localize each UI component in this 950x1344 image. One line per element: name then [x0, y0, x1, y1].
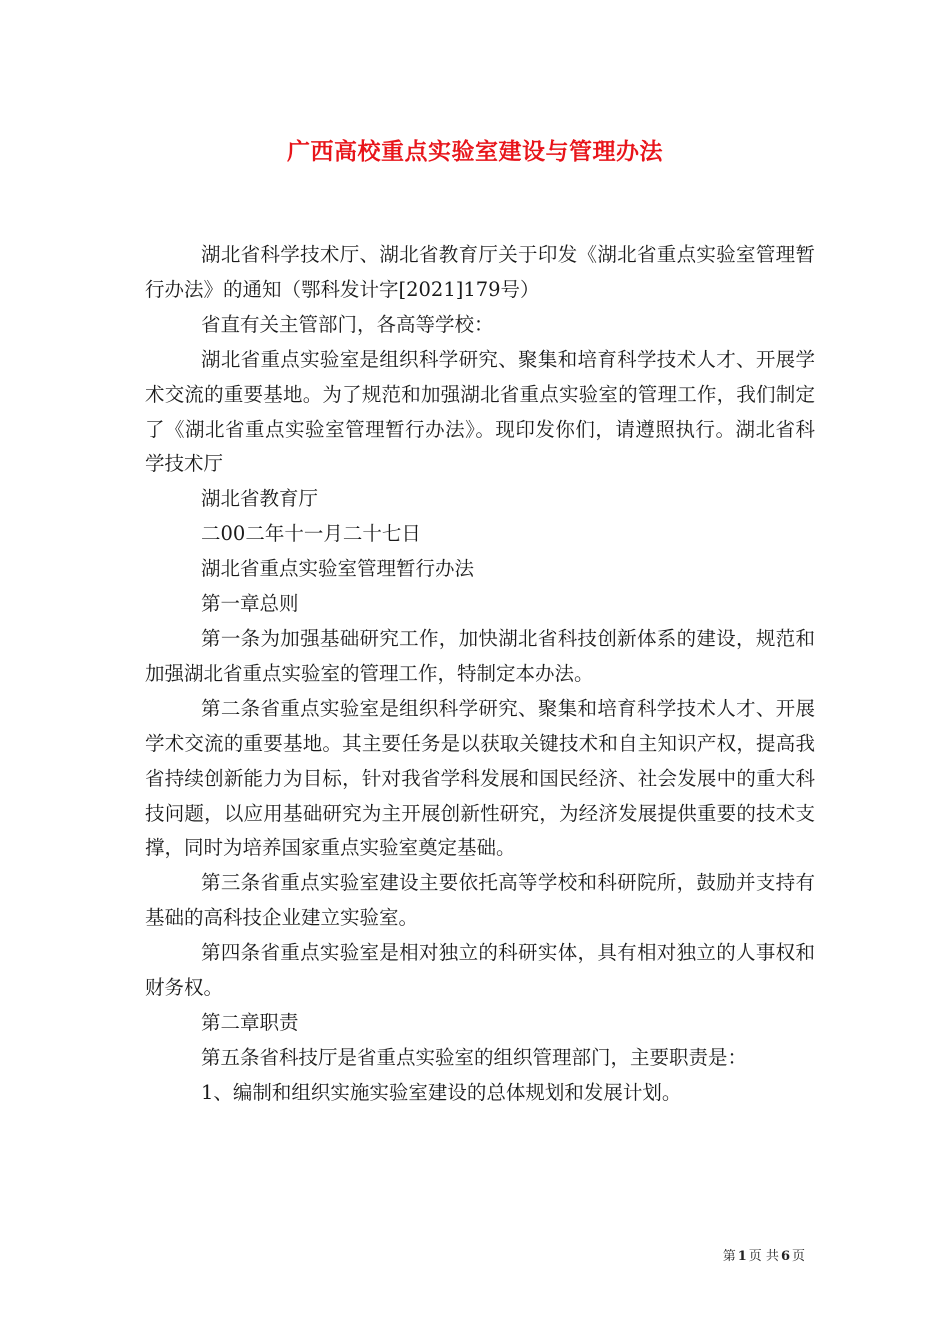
- paragraph-article-3: 第三条省重点实验室建设主要依托高等学校和科研院所，鼓励并支持有基础的高科技企业建立实验室。: [145, 871, 815, 930]
- footer-total-pages: 6: [780, 1249, 790, 1264]
- paragraph-article-2: 第二条省重点实验室是组织科学研究、聚集和培育科学技术人才、开展学术交流的重要基地。其主要任务是以获取关键技术和自主知识产权，提高我省持续创新能力为目标，针对我省学科发展和国民经济、社会发展中的重大科技问题，以应用基础研究为主开展创新性研究，为经济发展提供重要的技术支撑，同时为培养国家重点实验室奠定基础。: [145, 696, 815, 860]
- paragraph-chapter-2: 第二章职责: [201, 1010, 299, 1034]
- document-body: [145, 238, 815, 1111]
- paragraph-salutation: 省直有关主管部门，各高等学校：: [201, 312, 494, 336]
- paragraph-article-4: 第四条省重点实验室是相对独立的科研实体，具有相对独立的人事权和财务权。: [145, 941, 815, 1000]
- paragraph-issuer: 湖北省教育厅: [201, 487, 319, 511]
- document-title: 广西高校重点实验室建设与管理办法: [287, 138, 663, 165]
- paragraph-chapter-1: 第一章总则: [201, 592, 299, 616]
- paragraph-item-1: 1、编制和组织实施实验室建设的总体规划和发展计划。: [201, 1080, 682, 1104]
- page-number-footer: [723, 1245, 805, 1264]
- footer-prefix: 第: [722, 1249, 736, 1264]
- paragraph-article-5: 第五条省科技厅是省重点实验室的组织管理部门，主要职责是：: [201, 1045, 748, 1069]
- paragraph-notice-heading: 湖北省科学技术厅、湖北省教育厅关于印发《湖北省重点实验室管理暂行办法》的通知（鄂科发计字[2021]179号）: [145, 243, 815, 301]
- paragraph-article-1: 第一条为加强基础研究工作，加快湖北省科技创新体系的建设，规范和加强湖北省重点实验室的管理工作，特制定本办法。: [145, 626, 815, 685]
- paragraph-rules-title: 湖北省重点实验室管理暂行办法: [201, 557, 475, 581]
- footer-current-page: 1: [737, 1249, 747, 1264]
- footer-middle: 页 共: [748, 1249, 779, 1264]
- paragraph-date: 二00二年十一月二十七日: [201, 522, 421, 546]
- paragraph-intro: 湖北省重点实验室是组织科学研究、聚集和培育科学技术人才、开展学术交流的重要基地。为了规范和加强湖北省重点实验室的管理工作，我们制定了《湖北省重点实验室管理暂行办法》。现印发你们，请遵照执行。湖北省科学技术厅: [145, 347, 815, 476]
- footer-suffix: 页: [791, 1249, 805, 1264]
